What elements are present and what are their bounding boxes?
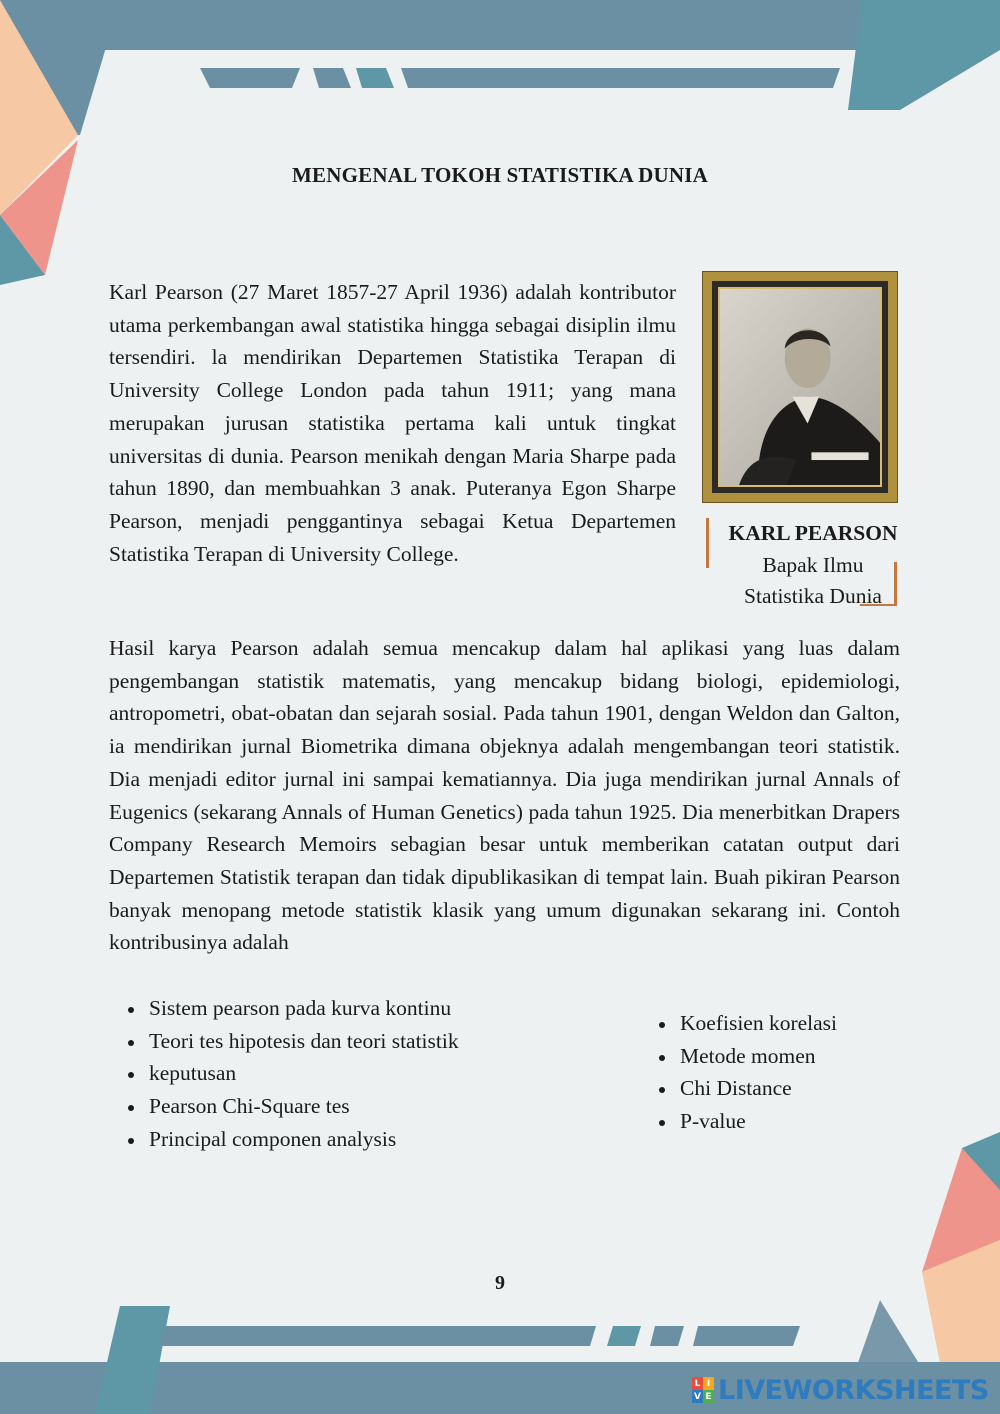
bottom-stripe-2 [607, 1326, 641, 1346]
portrait-photo [718, 287, 882, 487]
list-item: Pearson Chi-Square tes [109, 1090, 459, 1123]
intro-paragraph: Karl Pearson (27 Maret 1857-27 April 1936) adalah kontributor utama perkembangan awal statistika hingga sebagai disiplin ilmu tersendiri. la mendirikan Departemen Statistika Terapan di University College London pada tahun 1911; yang mana merupakan jurusan statistika pertama kali untuk tingkat universitas di dunia. Pearson menikah dengan Maria Sharpe pada tahun 1890, dan membuahkan 3 anak. Puteranya Egon Sharpe Pearson, menjadi penggantinya sebagai Ketua Departemen Statistika Terapan di University College. [109, 280, 676, 566]
page-number: 9 [495, 1272, 505, 1294]
badge-letter: I [703, 1377, 714, 1390]
bottom-stripe-4 [693, 1326, 800, 1346]
list-item: Principal componen analysis [109, 1123, 459, 1156]
portrait-caption-line1: Bapak Ilmu [762, 552, 864, 577]
top-band [0, 0, 1000, 60]
portrait-caption [705, 518, 921, 613]
top-right-teal [848, 0, 1000, 110]
bottom-stripe-3 [650, 1326, 684, 1346]
body-paragraph: Hasil karya Pearson adalah semua mencakup dalam hal aplikasi yang luas dalam pengembangan statistik matematis, yang mencakup bidang biologi, epidemiologi, antropometri, obat-obatan dan sejarah sosial. Pada tahun 1901, dengan Weldon dan Galton, ia mendirikan jurnal Biometrika dimana objeknya adalah mengembangan teori statistik. Dia menjadi editor jurnal ini sampai kematiannya. Dia juga mendirikan jurnal Annals of Eugenics (sekarang Annals of Human Genetics) pada tahun 1925. Dia menerbitkan Drapers Company Research Memoirs sebagian besar untuk memberikan catatan output dari Departemen Statistik terapan dan tidak dipublikasikan di tempat lain. Buah pikiran Pearson banyak menopang metode statistik klasik yang umum digunakan sekarang ini. Contoh kontribusinya adalah [109, 636, 900, 955]
portrait-frame [702, 271, 898, 503]
list-item: Metode momen [640, 1040, 837, 1073]
list-item: keputusan [109, 1057, 459, 1090]
top-stripe-3 [356, 68, 394, 88]
contributions-list-left [109, 992, 459, 1156]
badge-letter: L [692, 1377, 703, 1390]
page-title: MENGENAL TOKOH STATISTIKA DUNIA [292, 163, 708, 187]
top-stripe-4 [401, 68, 840, 88]
portrait-caption-line2: Statistika Dunia [744, 584, 882, 608]
list-item: Koefisien korelasi [640, 1007, 837, 1040]
liveworksheets-logo[interactable] [692, 1372, 989, 1408]
bottom-stripe-1 [159, 1326, 596, 1346]
liveworksheets-badge-icon [692, 1377, 714, 1403]
liveworksheets-text: LIVEWORKSHEETS [718, 1374, 989, 1406]
list-item: Chi Distance [640, 1072, 837, 1105]
list-item: Sistem pearson pada kurva kontinu [109, 992, 459, 1025]
top-stripe-2 [313, 68, 351, 88]
contributions-list-right [640, 1007, 837, 1138]
person-photo-icon [720, 289, 880, 485]
badge-letter: V [692, 1390, 703, 1403]
list-item: P-value [640, 1105, 837, 1138]
badge-letter: E [703, 1390, 714, 1403]
top-stripe-1 [200, 68, 300, 88]
list-item: Teori tes hipotesis dan teori statistik [109, 1025, 459, 1058]
portrait-name: KARL PEARSON [728, 521, 898, 545]
